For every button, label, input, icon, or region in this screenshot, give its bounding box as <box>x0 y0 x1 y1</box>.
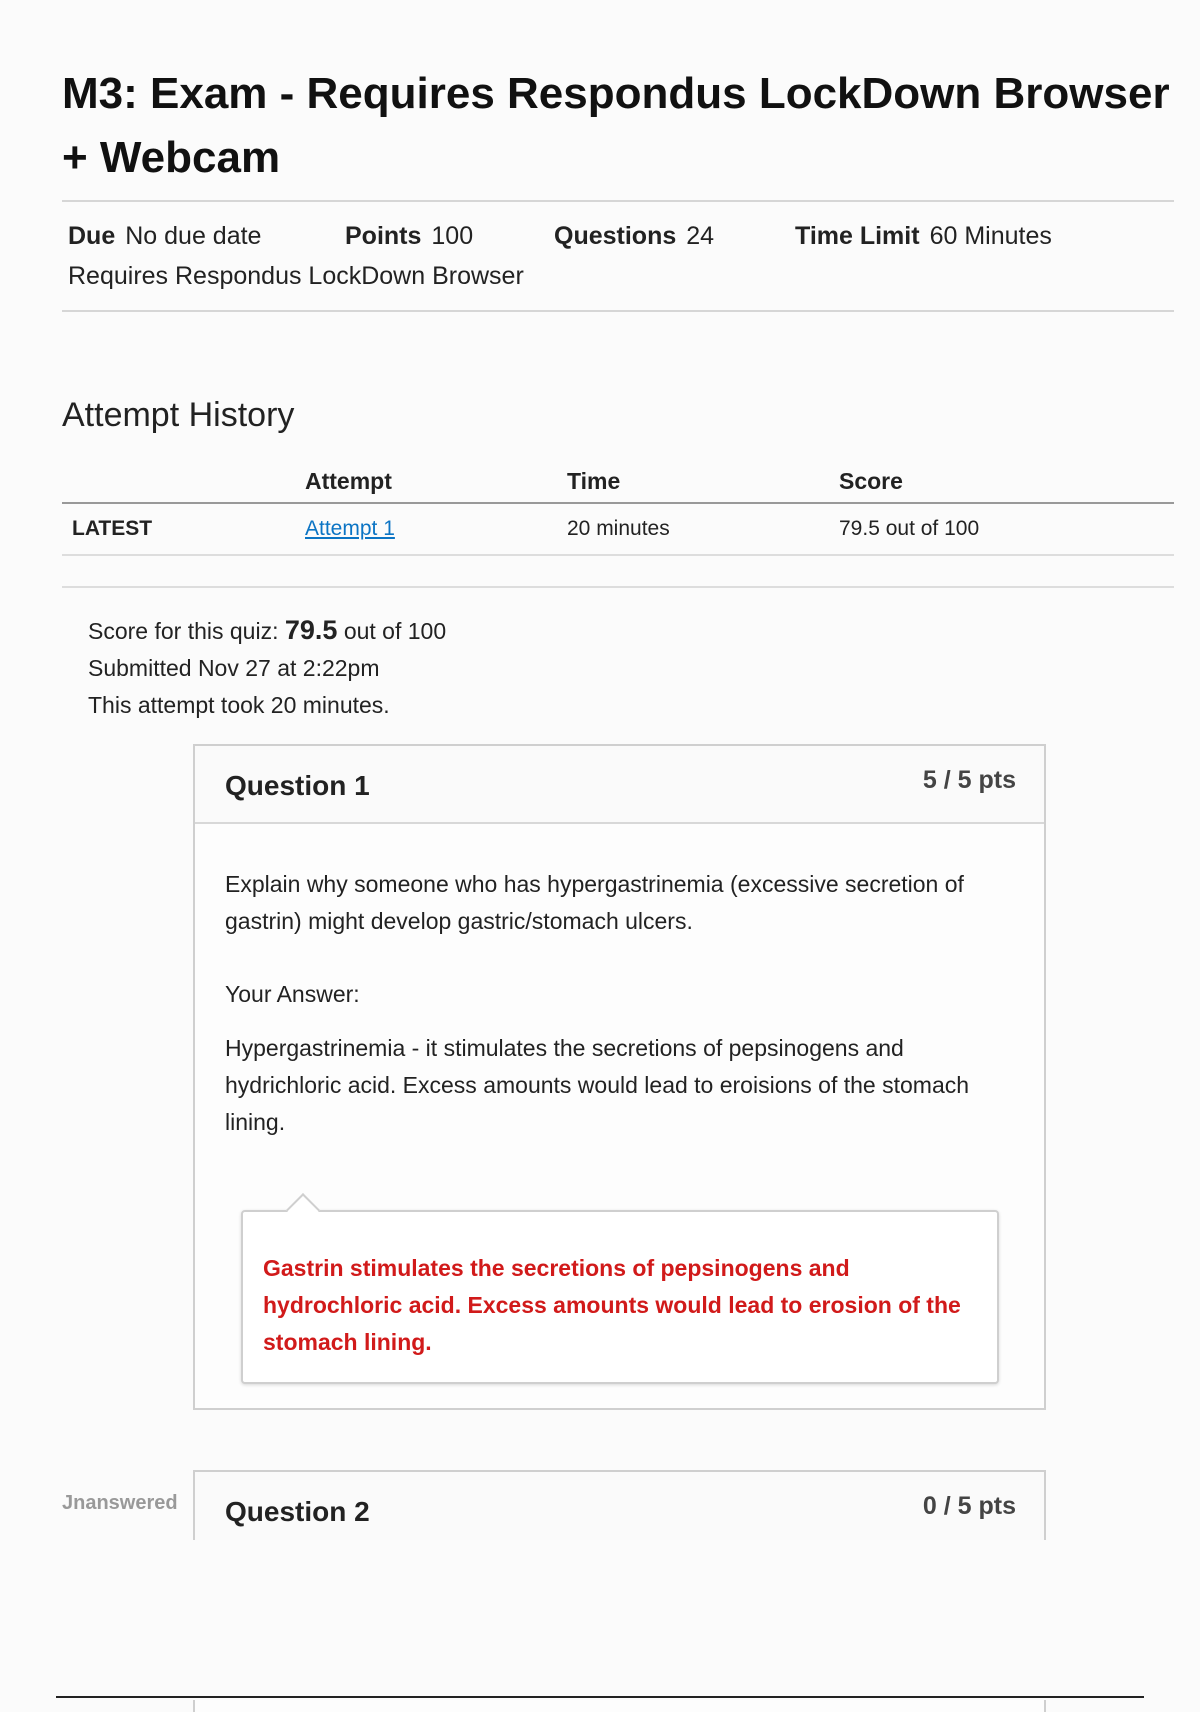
due-value: No due date <box>125 221 262 250</box>
question-1-answer: Hypergastrinemia - it stimulates the secretions of pepsinogens and hydrichloric acid. Excess amounts would lead to eroisions of the stomach lining. <box>225 1035 970 1135</box>
question-2-points: 0 / 5 pts <box>922 1492 1016 1520</box>
question-1-points: 5 / 5 pts <box>922 766 1016 794</box>
question-1-prompt: Explain why someone who has hypergastrinemia (excessive secretion of gastrin) might develop gastric/stomach ulcers. <box>225 871 964 934</box>
attempt-history-table <box>62 460 1174 588</box>
question-2-header <box>195 1472 1044 1548</box>
due-detail <box>68 222 345 251</box>
due-label: Due <box>68 221 116 250</box>
questions-value: 24 <box>686 221 715 250</box>
duration-line: This attempt took 20 minutes. <box>88 692 390 718</box>
submitted-line: Submitted Nov 27 at 2:22pm <box>88 655 380 681</box>
question-1-title: Question 1 <box>225 770 370 801</box>
footer-line <box>56 1696 1144 1698</box>
attempt-cell <box>305 503 567 555</box>
score-suffix: out of 100 <box>343 618 447 644</box>
quiz-details <box>68 216 1168 296</box>
question-2-title: Question 2 <box>225 1496 370 1527</box>
latest-tag: LATEST <box>62 503 305 555</box>
score-prefix: Score for this quiz: <box>88 618 279 644</box>
quiz-score-line <box>88 612 446 650</box>
column-header-attempt: Attempt <box>305 460 567 503</box>
questions-label: Questions <box>554 221 677 250</box>
question-1-card <box>193 744 1046 1410</box>
grader-comment <box>241 1210 999 1384</box>
empty-cell <box>62 555 1174 587</box>
attempt-score: 79.5 out of 100 <box>839 503 1174 555</box>
points-detail <box>345 222 554 251</box>
table-row <box>62 503 1174 555</box>
attempt-1-link[interactable]: Attempt 1 <box>305 517 395 540</box>
questions-detail <box>554 222 795 251</box>
column-header-time: Time <box>567 460 839 503</box>
attempt-history-heading: Attempt History <box>62 396 295 434</box>
column-header-tag <box>62 460 305 503</box>
comment-pointer <box>286 1193 320 1227</box>
time-limit-detail <box>795 222 1052 251</box>
points-value: 100 <box>431 221 474 250</box>
score-value: 79.5 <box>284 615 338 645</box>
column-header-score: Score <box>839 460 1174 503</box>
points-label: Points <box>345 221 422 250</box>
time-limit-value: 60 Minutes <box>929 221 1052 250</box>
score-summary <box>88 612 446 724</box>
time-limit-label: Time Limit <box>795 221 920 250</box>
table-header-row <box>62 460 1174 503</box>
grader-comment-text: Gastrin stimulates the secretions of pepsinogens and hydrochloric acid. Excess amounts would lead to erosion of the stomach lining. <box>263 1255 961 1355</box>
lockdown-requirement: Requires Respondus LockDown Browser <box>68 262 524 290</box>
page-fade <box>0 1540 1200 1700</box>
unanswered-label: Jnanswered <box>62 1492 178 1514</box>
page-title: M3: Exam - Requires Respondus LockDown Browser + Webcam <box>62 69 1170 182</box>
attempt-time: 20 minutes <box>567 503 839 555</box>
your-answer-label: Your Answer: <box>225 981 360 1007</box>
question-1-header <box>195 746 1044 824</box>
divider <box>62 200 1174 202</box>
table-row-empty <box>62 555 1174 587</box>
divider <box>62 310 1174 312</box>
